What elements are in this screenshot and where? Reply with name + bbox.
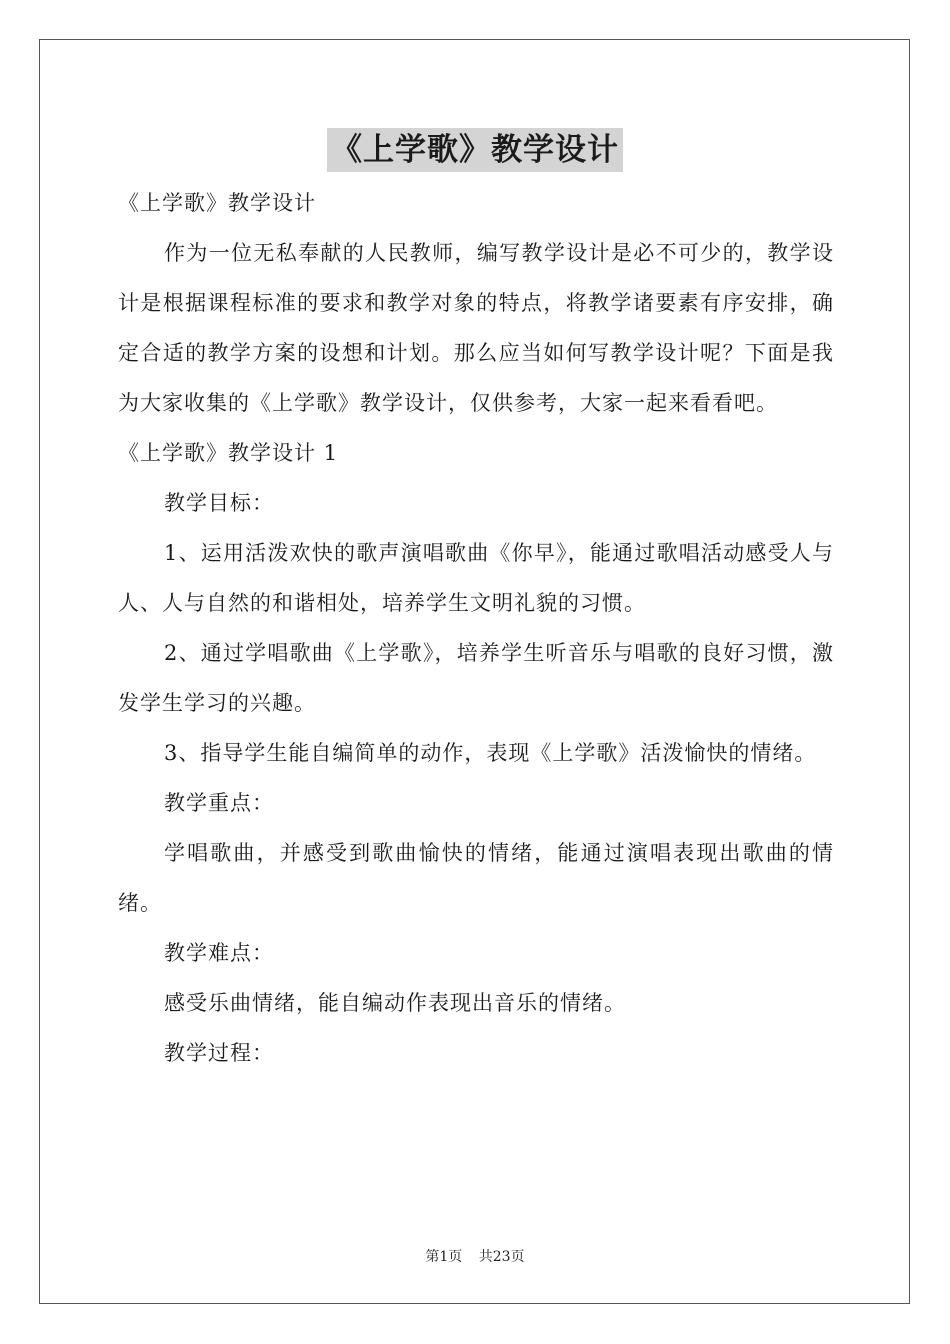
page-total: 共23页 [478,1249,525,1265]
subtitle: 《上学歌》教学设计 [118,191,316,215]
document-title: 《上学歌》教学设计 [327,128,623,172]
document-body [118,178,834,1078]
goals-label: 教学目标： [164,491,274,515]
difficulty-label: 教学难点： [164,941,274,965]
goal-item-2: 2、通过学唱歌曲《上学歌》，培养学生听音乐与唱歌的良好习惯，激发学生学习的兴趣。 [118,641,834,715]
goal-item-3: 3、指导学生能自编简单的动作，表现《上学歌》活泼愉快的情绪。 [164,741,817,765]
page-number: 第1页 [425,1249,463,1265]
key-points-text: 学唱歌曲，并感受到歌曲愉快的情绪，能通过演唱表现出歌曲的情绪。 [118,841,834,915]
intro-paragraph: 作为一位无私奉献的人民教师，编写教学设计是必不可少的，教学设计是根据课程标准的要求和教学对象的特点，将教学诸要素有序安排，确定合适的教学方案的设想和计划。那么应当如何写教学设计呢？下面是我为大家收集的《上学歌》教学设计，仅供参考，大家一起来看看吧。 [118,241,834,415]
goal-item-1: 1、运用活泼欢快的歌声演唱歌曲《你早》，能通过歌唱活动感受人与人、人与自然的和谐相处，培养学生文明礼貌的习惯。 [118,541,834,615]
page-footer [0,1246,950,1266]
process-label: 教学过程： [164,1041,274,1065]
section-heading: 《上学歌》教学设计 1 [118,441,339,465]
key-points-label: 教学重点： [164,791,274,815]
title-container [0,128,950,172]
difficulty-text: 感受乐曲情绪，能自编动作表现出音乐的情绪。 [164,991,626,1015]
